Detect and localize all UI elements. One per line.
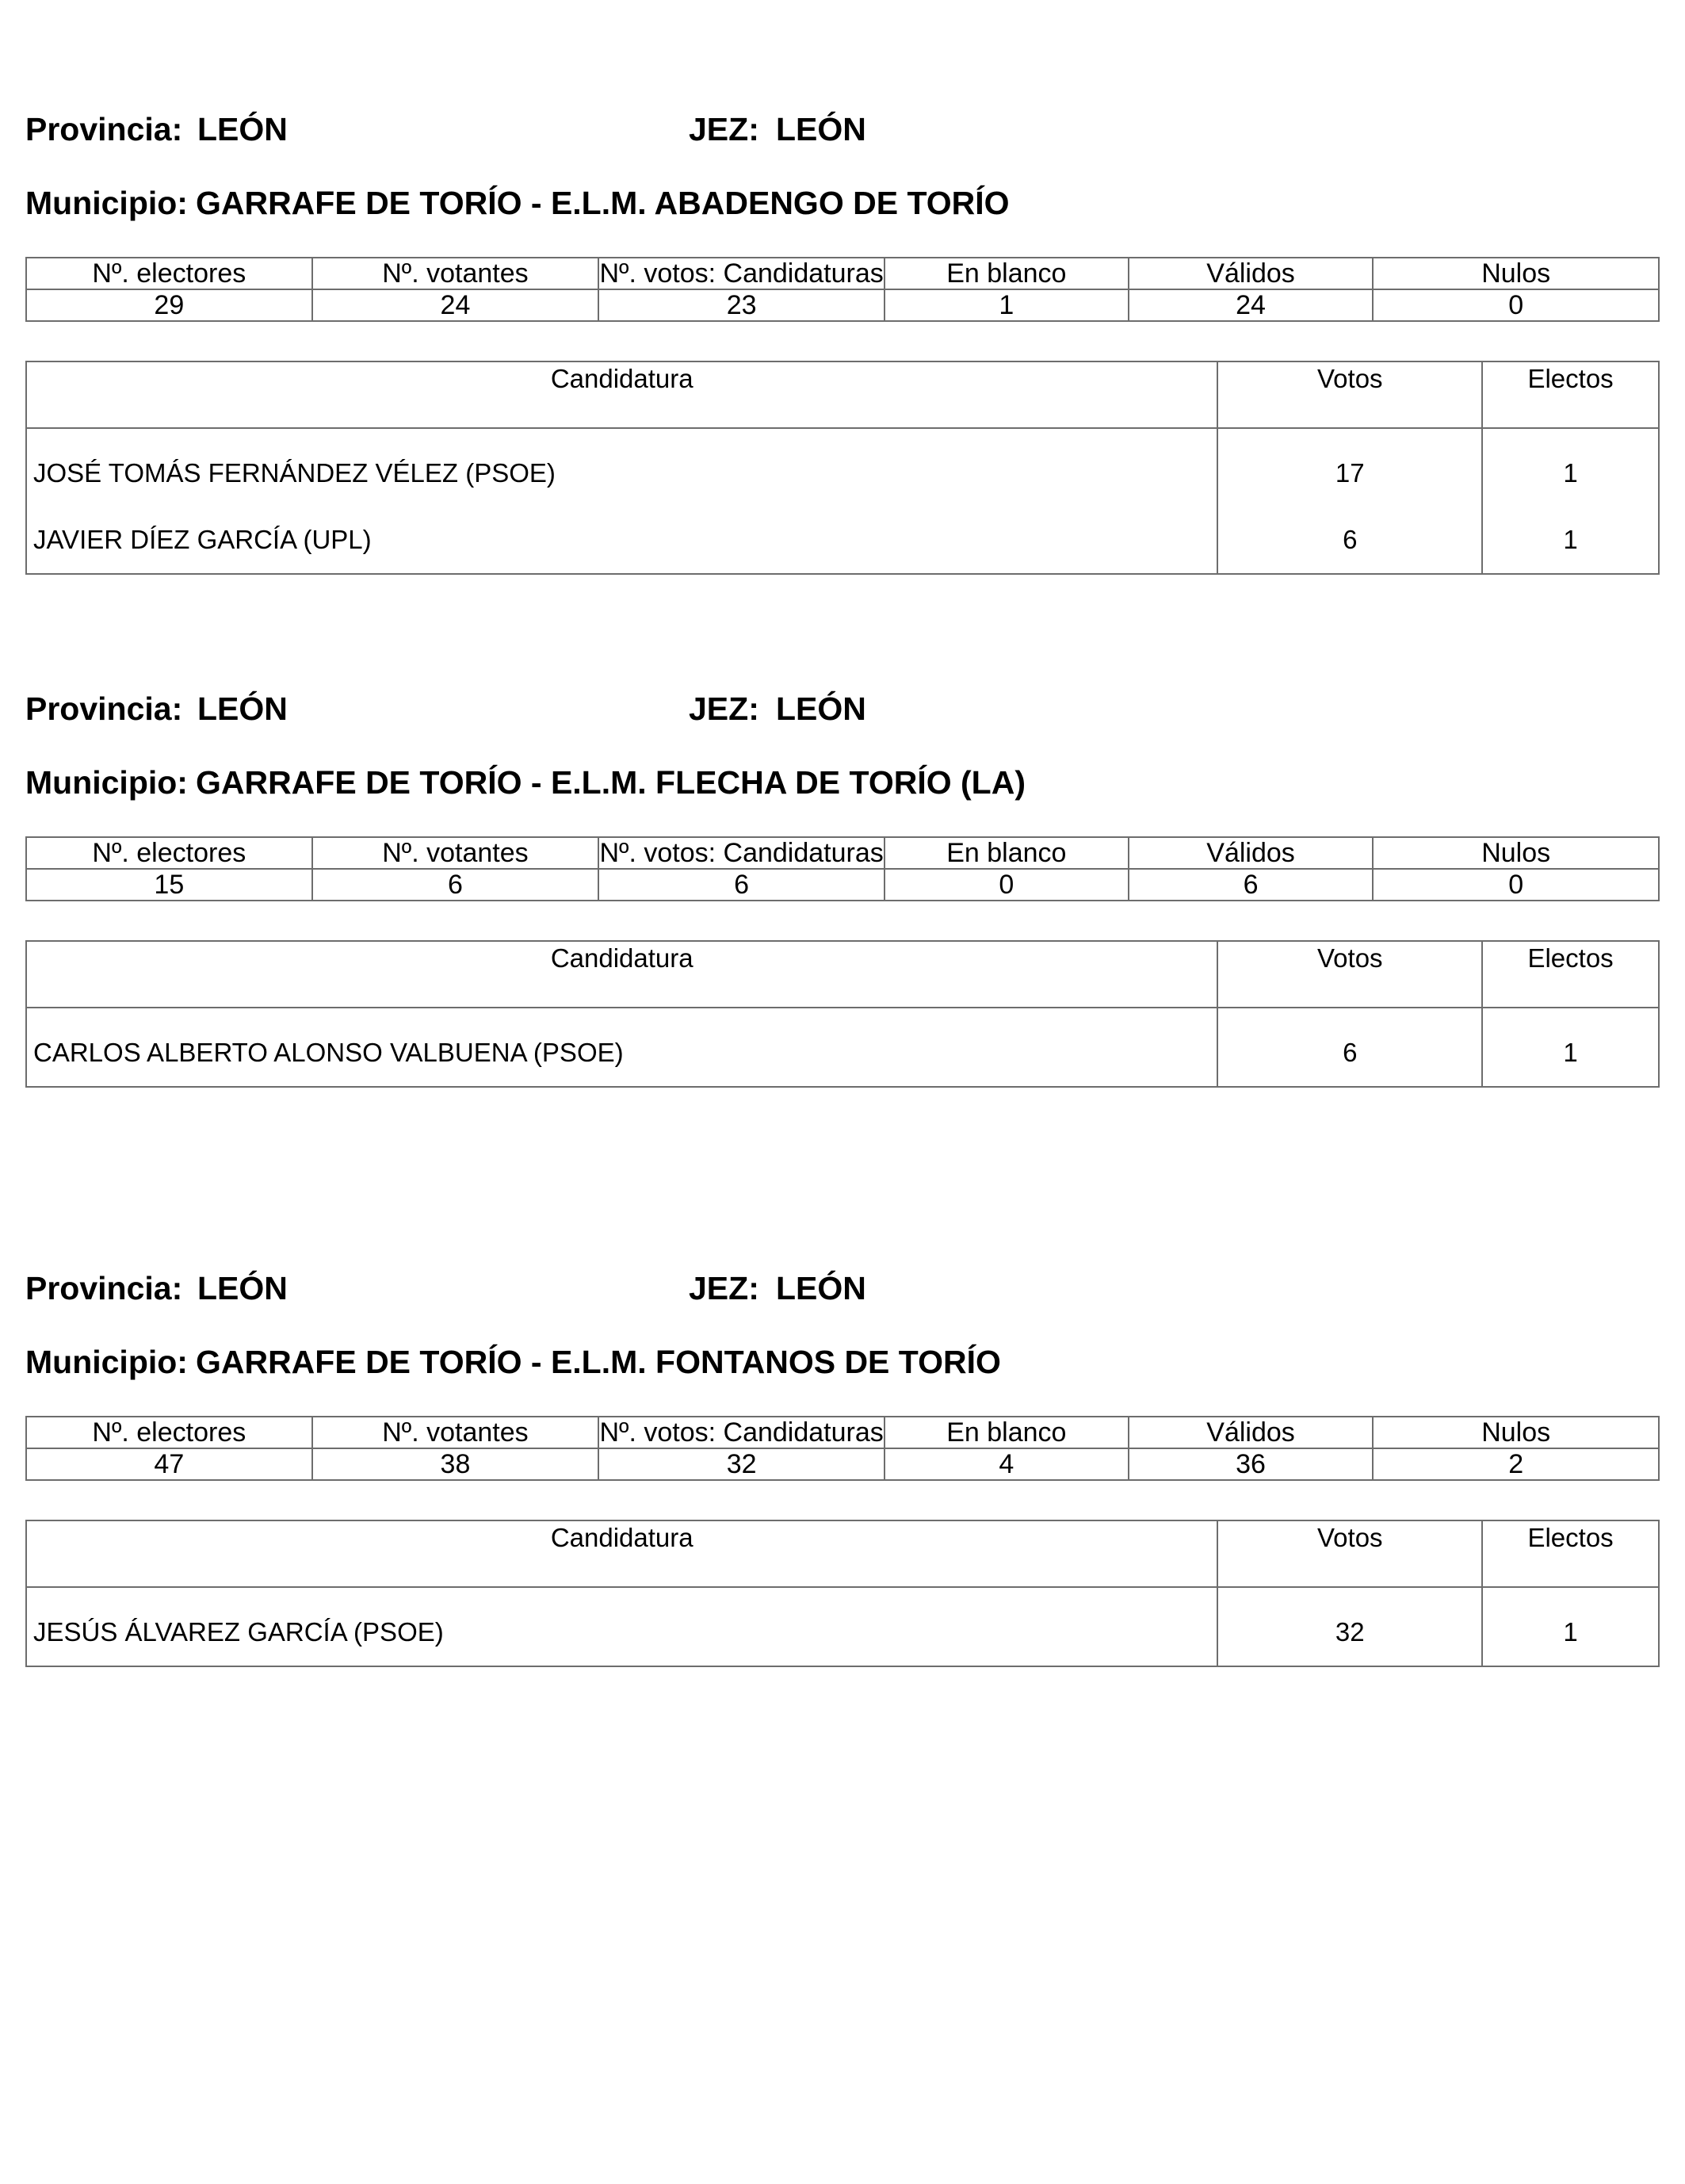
- provincia-line: [25, 1270, 1660, 1318]
- stats-value-row: [26, 289, 1659, 321]
- value-validos: 24: [1129, 289, 1374, 321]
- candidate-electos: 1: [1482, 507, 1659, 574]
- candidate-name: JAVIER DÍEZ GARCÍA (UPL): [26, 507, 1217, 574]
- header-candidatura: Candidatura: [26, 361, 1217, 428]
- provincia-label: Provincia:: [25, 1270, 183, 1306]
- value-validos: 6: [1129, 869, 1374, 901]
- value-votantes: 38: [312, 1448, 599, 1480]
- value-votantes: 24: [312, 289, 599, 321]
- header-electos: Electos: [1482, 361, 1659, 428]
- candidates-header-row: [26, 1520, 1659, 1587]
- provincia-value: LEÓN: [197, 1270, 288, 1306]
- value-en-blanco: 0: [885, 869, 1129, 901]
- header-votos-candidaturas: Nº. votos: Candidaturas: [599, 838, 884, 868]
- municipio-label: Municipio:: [25, 185, 188, 221]
- header-votos: Votos: [1217, 361, 1482, 428]
- municipio-label: Municipio:: [25, 764, 188, 801]
- header-nulos: Nulos: [1373, 1417, 1659, 1448]
- municipio-line: [25, 1344, 1001, 1381]
- header-electores: Nº. electores: [26, 1417, 312, 1448]
- value-votantes: 6: [312, 869, 599, 901]
- value-nulos: 0: [1373, 869, 1659, 901]
- jez-value: LEÓN: [776, 111, 866, 147]
- jez-value: LEÓN: [776, 1270, 866, 1306]
- jez-label: JEZ:: [689, 1270, 759, 1306]
- header-votos: Votos: [1217, 941, 1482, 1008]
- header-validos: Válidos: [1129, 837, 1374, 869]
- header-electores: Nº. electores: [26, 837, 312, 869]
- value-en-blanco: 4: [885, 1448, 1129, 1480]
- candidate-electos: 1: [1482, 1008, 1659, 1087]
- candidate-votos: 17: [1217, 428, 1482, 507]
- provincia-value: LEÓN: [197, 111, 288, 147]
- candidate-electos: 1: [1482, 428, 1659, 507]
- header-en-blanco: En blanco: [885, 1417, 1129, 1448]
- value-votos-candidaturas: 23: [598, 289, 885, 321]
- stats-header-row: [26, 837, 1659, 869]
- header-validos: Válidos: [1129, 258, 1374, 289]
- municipio-line: [25, 764, 1026, 801]
- value-electores: 15: [26, 869, 312, 901]
- header-votantes: Nº. votantes: [312, 1417, 599, 1448]
- stats-table: [25, 836, 1660, 901]
- value-votos-candidaturas: 32: [598, 1448, 885, 1480]
- provincia-line: [25, 690, 1660, 738]
- value-votos-candidaturas: 6: [598, 869, 885, 901]
- stats-header-row: [26, 1417, 1659, 1448]
- header-en-blanco: En blanco: [885, 258, 1129, 289]
- header-electos: Electos: [1482, 1520, 1659, 1587]
- stats-value-row: [26, 1448, 1659, 1480]
- stats-value-row: [26, 869, 1659, 901]
- provincia-value: LEÓN: [197, 690, 288, 727]
- candidate-row: [26, 1008, 1659, 1087]
- stats-table: [25, 257, 1660, 322]
- header-candidatura: Candidatura: [26, 1520, 1217, 1587]
- municipio-value: GARRAFE DE TORÍO - E.L.M. ABADENGO DE TORÍO: [195, 185, 1010, 221]
- candidate-row: [26, 507, 1659, 574]
- candidate-electos: 1: [1482, 1587, 1659, 1666]
- municipio-value: GARRAFE DE TORÍO - E.L.M. FLECHA DE TORÍO (LA): [195, 764, 1026, 801]
- candidate-votos: 6: [1217, 507, 1482, 574]
- municipio-value: GARRAFE DE TORÍO - E.L.M. FONTANOS DE TORÍO: [195, 1344, 1001, 1380]
- provincia-line: [25, 111, 1660, 159]
- candidates-table: [25, 361, 1660, 575]
- header-validos: Válidos: [1129, 1417, 1374, 1448]
- candidates-header-row: [26, 941, 1659, 1008]
- candidate-name: JESÚS ÁLVAREZ GARCÍA (PSOE): [26, 1587, 1217, 1666]
- municipio-label: Municipio:: [25, 1344, 188, 1380]
- stats-table: [25, 1416, 1660, 1481]
- value-electores: 47: [26, 1448, 312, 1480]
- header-votantes: Nº. votantes: [312, 837, 599, 869]
- header-votos-candidaturas: Nº. votos: Candidaturas: [599, 258, 884, 289]
- value-electores: 29: [26, 289, 312, 321]
- header-votantes: Nº. votantes: [312, 258, 599, 289]
- header-electos: Electos: [1482, 941, 1659, 1008]
- value-en-blanco: 1: [885, 289, 1129, 321]
- candidate-row: [26, 1587, 1659, 1666]
- header-nulos: Nulos: [1373, 258, 1659, 289]
- candidate-name: JOSÉ TOMÁS FERNÁNDEZ VÉLEZ (PSOE): [26, 428, 1217, 507]
- header-en-blanco: En blanco: [885, 837, 1129, 869]
- candidate-row: [26, 428, 1659, 507]
- jez-label: JEZ:: [689, 111, 759, 147]
- candidates-table: [25, 940, 1660, 1088]
- jez-value: LEÓN: [776, 690, 866, 727]
- jez-label: JEZ:: [689, 690, 759, 727]
- header-electores: Nº. electores: [26, 258, 312, 289]
- value-nulos: 0: [1373, 289, 1659, 321]
- municipio-line: [25, 185, 1010, 222]
- candidate-votos: 32: [1217, 1587, 1482, 1666]
- candidate-name: CARLOS ALBERTO ALONSO VALBUENA (PSOE): [26, 1008, 1217, 1087]
- candidate-votos: 6: [1217, 1008, 1482, 1087]
- provincia-label: Provincia:: [25, 111, 183, 147]
- candidates-header-row: [26, 361, 1659, 428]
- value-validos: 36: [1129, 1448, 1374, 1480]
- header-votos-candidaturas: Nº. votos: Candidaturas: [599, 1417, 884, 1448]
- stats-header-row: [26, 258, 1659, 289]
- candidates-table: [25, 1520, 1660, 1667]
- header-candidatura: Candidatura: [26, 941, 1217, 1008]
- value-nulos: 2: [1373, 1448, 1659, 1480]
- header-nulos: Nulos: [1373, 837, 1659, 869]
- provincia-label: Provincia:: [25, 690, 183, 727]
- header-votos: Votos: [1217, 1520, 1482, 1587]
